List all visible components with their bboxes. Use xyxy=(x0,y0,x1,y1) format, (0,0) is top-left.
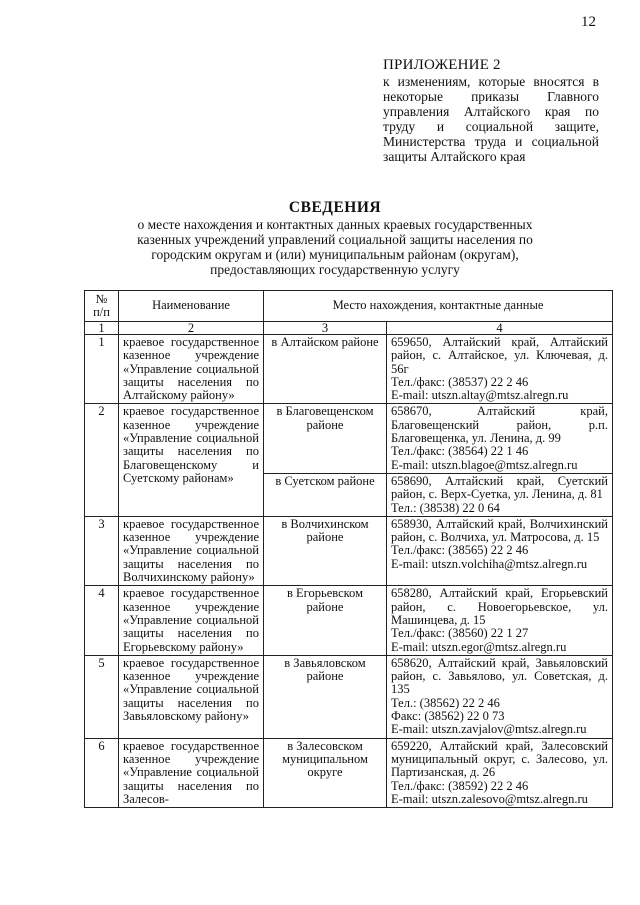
table-row xyxy=(85,738,613,807)
office-address: 658930, Алтайский край, Волчихинский район, с. Волчиха, ул. Матросова, д. 15 xyxy=(391,516,608,545)
office-address: 659220, Алтайский край, Залесовский муниципальный округ, с. Залесово, ул. Партизанская, д. 26 xyxy=(391,738,608,780)
table-header-row xyxy=(85,291,613,322)
office-email[interactable]: E-mail: utszn.blagoe@mtsz.alregn.ru xyxy=(391,457,578,472)
office-contacts xyxy=(387,404,613,473)
office-fax: Факс: (38562) 22 0 73 xyxy=(391,709,505,724)
office-email[interactable]: E-mail: utszn.egor@mtsz.alregn.ru xyxy=(391,639,567,654)
office-location: в Алтайском районе xyxy=(264,335,387,404)
office-address: 658280, Алтайский край, Егорьевский район, с. Новоегорьевское, ул. Машинцева, д. 15 xyxy=(391,586,608,627)
row-number: 5 xyxy=(85,655,119,738)
row-number: 4 xyxy=(85,586,119,655)
office-phone: Тел./факс: (38592) 22 2 46 xyxy=(391,778,529,793)
office-location: в Завьяловском районе xyxy=(264,655,387,738)
office-phone: Тел./факс: (38565) 22 2 46 xyxy=(391,543,529,558)
office-address: 658670, Алтайский край, Благовещенский район, р.п. Благовещенка, ул. Ленина, д. 99 xyxy=(391,404,608,446)
office-location: в Суетском районе xyxy=(264,473,387,516)
office-contacts xyxy=(387,655,613,738)
office-address: 659650, Алтайский край, Алтайский район, с. Алтайское, ул. Ключевая, д. 56г xyxy=(391,335,608,376)
heading-title: СВЕДЕНИЯ xyxy=(288,199,382,216)
institution-name: краевое государственное казенное учреждение «Управление социальной защиты населения по Волчихинскому району» xyxy=(119,516,264,585)
office-contacts xyxy=(387,335,613,404)
column-number: 2 xyxy=(119,322,264,335)
office-contacts xyxy=(387,738,613,807)
table-row xyxy=(85,335,613,404)
office-location: в Залесовском муниципальном округе xyxy=(264,738,387,807)
office-phone: Тел.: (38538) 22 0 64 xyxy=(391,500,500,515)
office-phone: Тел.: (38562) 22 2 46 xyxy=(391,695,500,710)
office-contacts xyxy=(387,473,613,516)
page-number: 12 xyxy=(581,14,596,30)
row-number: 3 xyxy=(85,516,119,585)
appendix-title: ПРИЛОЖЕНИЕ 2 xyxy=(383,57,501,73)
office-location: в Благовещенском районе xyxy=(264,404,387,473)
header-num: № п/п xyxy=(85,291,119,322)
office-email[interactable]: E-mail: utszn.zalesovo@mtsz.alregn.ru xyxy=(391,791,588,806)
office-address: 658620, Алтайский край, Завьяловский район, с. Завьялово, ул. Советская, д. 135 xyxy=(391,655,608,697)
office-phone: Тел./факс: (38537) 22 2 46 xyxy=(391,374,529,389)
office-location: в Волчихинском районе xyxy=(264,516,387,585)
row-number: 6 xyxy=(85,738,119,807)
appendix-text: к изменениям, которые вносятся в некоторые приказы Главного управления Алтайского края по труду и социальной защите, Министерства труда и социальной защиты Алтайского края xyxy=(383,74,599,164)
row-number: 2 xyxy=(85,404,119,516)
document-heading xyxy=(120,200,550,277)
office-email[interactable]: E-mail: utszn.zavjalov@mtsz.alregn.ru xyxy=(391,722,587,737)
header-location: Место нахождения, контактные данные xyxy=(264,291,613,322)
office-contacts xyxy=(387,586,613,655)
table-row xyxy=(85,655,613,738)
institution-name: краевое государственное казенное учреждение «Управление социальной защиты населения по Залесов- xyxy=(119,738,264,807)
office-location: в Егорьевском районе xyxy=(264,586,387,655)
office-address: 658690, Алтайский край, Суетский район, с. Верх-Суетка, ул. Ленина, д. 81 xyxy=(391,473,608,502)
heading-subtitle: о месте нахождения и контактных данных краевых государственных казенных учреждений управлений социальной защиты населения по городским округам и (или) муниципальным районам (округам), предоставляющих государственную услугу xyxy=(137,217,533,277)
column-number: 3 xyxy=(264,322,387,335)
office-email[interactable]: E-mail: utszn.volchiha@mtsz.alregn.ru xyxy=(391,556,588,571)
institution-name: краевое государственное казенное учреждение «Управление социальной защиты населения по Благовещенскому и Суетскому районам» xyxy=(119,404,264,516)
column-number: 1 xyxy=(85,322,119,335)
office-contacts xyxy=(387,516,613,585)
column-number: 4 xyxy=(387,322,613,335)
appendix-block xyxy=(383,58,599,164)
institutions-table xyxy=(84,290,613,808)
column-number-row xyxy=(85,322,613,335)
office-email[interactable]: E-mail: utszn.altay@mtsz.alregn.ru xyxy=(391,388,569,403)
office-phone: Тел./факс: (38560) 22 1 27 xyxy=(391,626,529,641)
table-row xyxy=(85,586,613,655)
office-phone: Тел./факс: (38564) 22 1 46 xyxy=(391,444,529,459)
institution-name: краевое государственное казенное учреждение «Управление социальной защиты населения по Егорьевскому району» xyxy=(119,586,264,655)
table-row xyxy=(85,516,613,585)
row-number: 1 xyxy=(85,335,119,404)
institution-name: краевое государственное казенное учреждение «Управление социальной защиты населения по Алтайскому району» xyxy=(119,335,264,404)
header-name: Наименование xyxy=(119,291,264,322)
table-row xyxy=(85,404,613,473)
institution-name: краевое государственное казенное учреждение «Управление социальной защиты населения по Завьяловскому району» xyxy=(119,655,264,738)
